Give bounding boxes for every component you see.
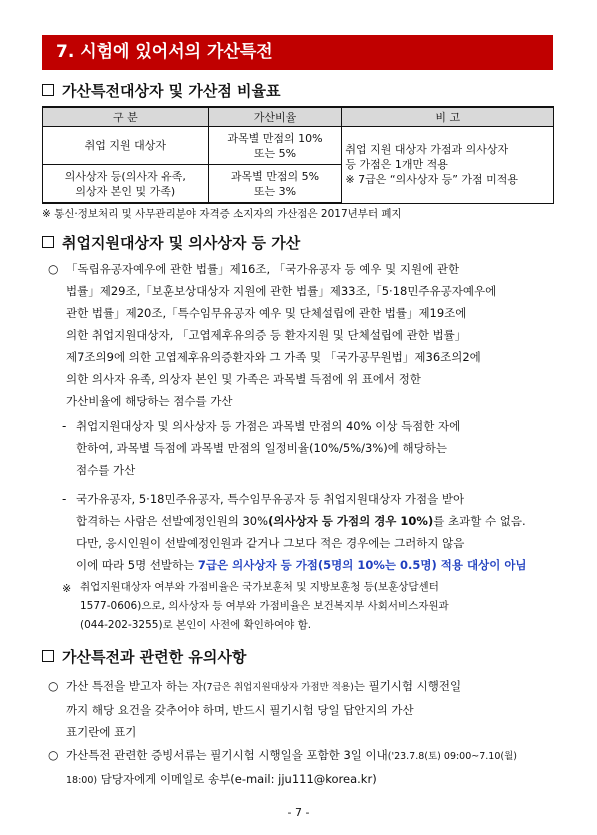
rate-line: 또는 3% <box>253 184 297 198</box>
category-line: 의상자 본인 및 가족) <box>75 184 176 198</box>
paragraph-line: 의한 의사자 유족, 의상자 본인 및 가족은 과목별 득점에 위 표에서 정한 <box>66 372 421 386</box>
table-row <box>43 127 554 165</box>
text-span: 담당자에게 이메일로 송부(e-mail: jju111@korea.kr) <box>97 772 377 786</box>
circle-bullet-icon: ○ <box>48 679 59 693</box>
paragraph-line: 의한 취업지원대상자, 「고엽제후유의증 등 환자지원 및 단체설립에 관한 법률」 <box>66 328 467 342</box>
paragraph-line <box>66 675 461 699</box>
text-span: 는 필기시험 시행전일 <box>353 679 462 693</box>
table-note: ※ 통신·정보처리 및 사무관리분야 자격증 소지자의 가산점은 2017년부터 폐지 <box>42 208 402 220</box>
paragraph-line <box>66 744 517 768</box>
paragraph-line: 제7조의9에 의한 고엽제후유의증환자와 그 가족 및 「국가공무원법」제36조의2에 <box>66 350 481 364</box>
paragraph-line <box>76 510 527 532</box>
table-heading-text: 가산특전대상자 및 가산점 비율표 <box>62 82 281 100</box>
text-span: 이에 따라 5명 선발하는 <box>76 558 198 572</box>
square-bullet-icon <box>42 236 54 248</box>
header-remark: 비 고 <box>342 107 554 127</box>
paragraph-line: 까지 해당 요건을 갖추어야 하며, 반드시 필기시험 당일 답안지의 가산 <box>66 703 414 717</box>
section-title-banner: 7. 시험에 있어서의 가산특전 <box>42 35 553 70</box>
confirmation-note <box>80 578 449 635</box>
header-rate: 가산비율 <box>208 107 342 127</box>
rate-line: 또는 5% <box>253 146 297 160</box>
small-span: ('23.7.8(토) 09:00~7.10(월) <box>387 751 517 762</box>
caution-item-2 <box>66 744 517 792</box>
paragraph-line: 다만, 응시인원이 선발예정인원과 같거나 그보다 적은 경우에는 그러하지 않음 <box>76 536 465 550</box>
remark-line: 취업 지원 대상자 가점과 의사상자 <box>345 143 509 157</box>
table-header-row <box>43 107 554 127</box>
caution-heading <box>42 646 246 667</box>
dash-marker: - <box>62 492 67 506</box>
small-span: (7급은 취업지원대상자 가점만 적용) <box>202 682 354 693</box>
small-span: 18:00) <box>66 775 98 786</box>
employment-heading-text: 취업지원대상자 및 의사상자 등 가산 <box>62 234 301 252</box>
paragraph-line: 관한 법률」제20조,「특수임무유공자 예우 및 단체설립에 관한 법률」제19조에 <box>66 306 467 320</box>
paragraph-line: 가산비율에 해당하는 점수를 가산 <box>66 394 233 408</box>
paragraph-line: 점수를 가산 <box>76 463 136 477</box>
rate-line: 과목별 만점의 10% <box>227 131 323 145</box>
square-bullet-icon <box>42 650 54 662</box>
paragraph-line: 1577-0606)으로, 의사상자 등 여부와 가점비율은 보건복지부 사회서비스자원과 <box>80 600 449 612</box>
paragraph-line: (044-202-3255)로 본인이 사전에 확인하여야 함. <box>80 619 312 631</box>
paragraph-line: 「독립유공자예우에 관한 법률」제16조, 「국가유공자 등 예우 및 지원에 관한 <box>66 262 460 276</box>
table-heading <box>42 80 281 101</box>
cell-category: 취업 지원 대상자 <box>43 127 209 165</box>
square-bullet-icon <box>42 84 54 96</box>
paragraph-line: 취업지원대상자 및 의사상자 등 가점은 과목별 만점의 40% 이상 득점한 자에 <box>76 419 461 433</box>
caution-heading-text: 가산특전과 관련한 유의사항 <box>62 648 247 666</box>
cell-rate <box>208 127 342 165</box>
remark-line: ※ 7급은 “의사상자 등” 가점 미적용 <box>345 173 519 187</box>
paragraph-line <box>66 768 517 792</box>
paragraph-line <box>76 554 527 576</box>
employment-heading <box>42 232 300 253</box>
caution-item-1 <box>66 675 461 743</box>
remark-line: 등 가점은 1개만 적용 <box>345 158 448 172</box>
page-number: - 7 - <box>287 806 310 819</box>
dash-marker: - <box>62 419 67 433</box>
bonus-rate-table <box>42 106 554 204</box>
text-span: 가산특전 관련한 증빙서류는 필기시험 시행일을 포함한 3일 이내 <box>66 748 388 762</box>
circle-bullet-icon: ○ <box>48 748 59 762</box>
reference-mark: ※ <box>62 582 72 595</box>
cell-remark <box>342 127 554 204</box>
cell-rate <box>208 165 342 204</box>
paragraph-line: 법률」제29조,「보훈보상대상자 지원에 관한 법률」제33조,「5·18민주유공자예우에 <box>66 284 497 298</box>
paragraph-line: 취업지원대상자 여부와 가점비율은 국가보훈처 및 지방보훈청 등(보훈상담센터 <box>80 581 439 593</box>
dash-item-1 <box>76 415 460 481</box>
paragraph-line: 한하여, 과목별 득점에 과목별 만점의 일정비율(10%/5%/3%)에 해당하는 <box>76 441 447 455</box>
highlight-span: 7급은 의사상자 등 가점(5명의 10%는 0.5명) 적용 대상이 아님 <box>197 558 527 572</box>
text-span: 가산 특전을 받고자 하는 자 <box>66 679 203 693</box>
rate-line: 과목별 만점의 5% <box>230 169 320 183</box>
bold-span: (의사상자 등 가점의 경우 10%) <box>268 514 434 528</box>
text-span: 를 초과할 수 없음. <box>433 514 526 528</box>
category-line: 의사상자 등(의사자 유족, <box>64 169 186 183</box>
paragraph-line: 국가유공자, 5·18민주유공자, 특수임무유공자 등 취업지원대상자 가점을 받아 <box>76 492 465 506</box>
dash-item-2 <box>76 488 527 576</box>
paragraph-line: 표기란에 표기 <box>66 725 137 739</box>
text-span: 합격하는 사람은 선발예정인원의 30% <box>76 514 269 528</box>
eligibility-paragraph <box>66 258 496 412</box>
circle-bullet-icon: ○ <box>48 262 59 276</box>
header-category: 구 분 <box>43 107 209 127</box>
cell-category <box>43 165 209 204</box>
